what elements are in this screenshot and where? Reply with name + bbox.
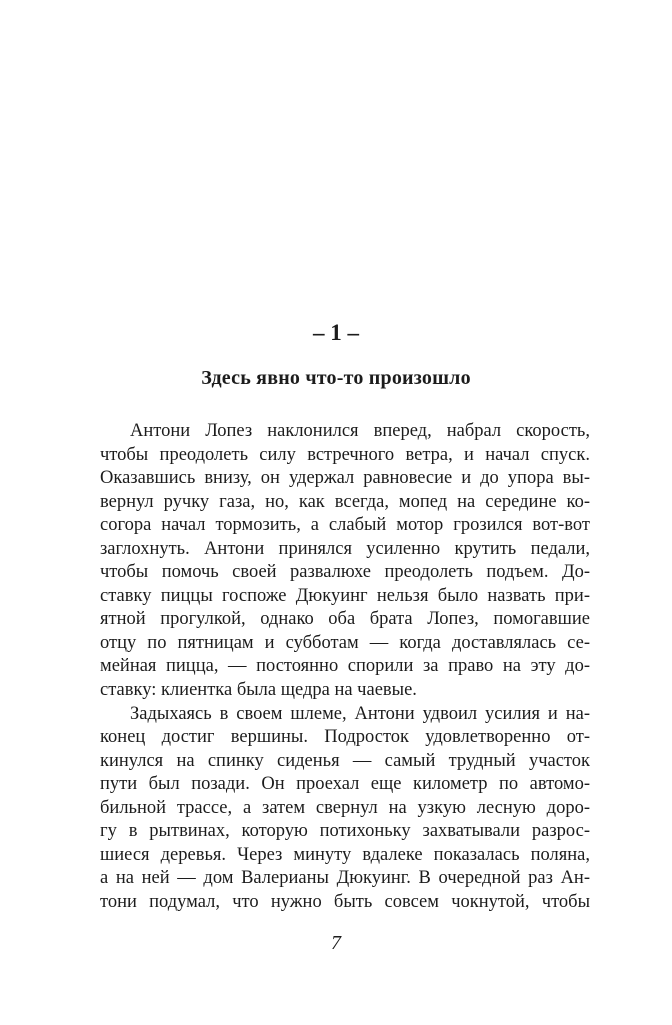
- text-line: кинулся на спинку сиденья — самый трудный участок: [100, 750, 590, 771]
- chapter-title: Здесь явно что-то произошло: [201, 367, 471, 389]
- text-line: а на ней — дом Валерианы Дюкуинг. В очередной раз Ан-: [100, 868, 590, 889]
- page-number: 7: [331, 932, 341, 954]
- text-line: Антони Лопез наклонился вперед, набрал скорость,: [130, 421, 590, 441]
- text-line: гу в рытвинах, которую потихоньку захватывали разрос-: [100, 821, 590, 842]
- text-line: чтобы преодолеть силу встречного ветра, и начал спуск.: [100, 444, 590, 465]
- text-line: ставку: клиентка была щедра на чаевые.: [100, 680, 417, 701]
- text-line: пути был позади. Он проехал еще километр по автомо-: [100, 774, 590, 795]
- text-line: ставку пиццы госпоже Дюкуинг нельзя было назвать при-: [100, 585, 590, 606]
- text-line: Задыхаясь в своем шлеме, Антони удвоил усилия и на-: [130, 703, 590, 724]
- paragraph: [100, 420, 590, 703]
- text-line: мейная пицца, — постоянно спорили за право на эту до-: [100, 656, 590, 677]
- text-line: Оказавшись внизу, он удержал равновесие и до упора вы-: [100, 468, 590, 489]
- text-line: тони подумал, что нужно быть совсем чокнутой, чтобы: [100, 891, 590, 912]
- text-line: чтобы помочь своей развалюхе преодолеть подъем. До-: [100, 562, 590, 583]
- chapter-number: – 1 –: [313, 320, 359, 345]
- text-line: вернул ручку газа, но, как всегда, мопед на середине ко-: [100, 491, 590, 512]
- text-line: заглохнуть. Антони принялся усиленно крутить педали,: [100, 538, 590, 559]
- text-line: ятной прогулкой, однако оба брата Лопез, помогавшие: [100, 609, 590, 630]
- text-line: отцу по пятницам и субботам — когда доставлялась се-: [100, 632, 590, 653]
- paragraph: [100, 703, 590, 915]
- text-line: бильной трассе, а затем свернул на узкую лесную доро-: [100, 797, 590, 818]
- text-line: согора начал тормозить, а слабый мотор грозился вот-вот: [100, 515, 590, 536]
- body-text: [100, 420, 590, 914]
- text-line: шиеся деревья. Через минуту вдалеке показалась поляна,: [100, 844, 590, 865]
- text-line: конец достиг вершины. Подросток удовлетворенно от-: [100, 727, 590, 748]
